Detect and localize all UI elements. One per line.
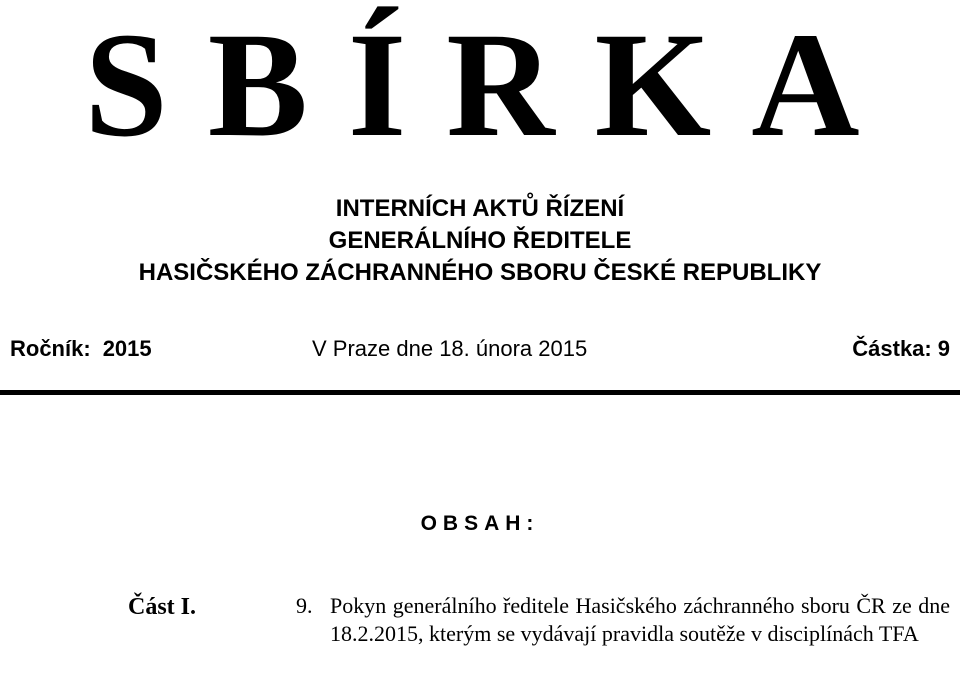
entry-text: Pokyn generálního ředitele Hasičského záchranného sboru ČR ze dne 18.2.2015, kterým se vydávají pravidla soutěže v disciplínách TFA [330, 593, 950, 646]
issue-meta-row [0, 334, 960, 364]
subtitle-line-3: HASIČSKÉHO ZÁCHRANNÉHO SBORU ČESKÉ REPUBLIKY [138, 259, 822, 286]
entry-number: 9. [296, 593, 313, 618]
contents-entry [296, 592, 950, 648]
subtitle-line-1: INTERNÍCH AKTŮ ŘÍZENÍ [335, 195, 625, 222]
volume-label: Ročník: [10, 336, 91, 361]
subtitle-line-2: GENERÁLNÍHO ŘEDITELE [328, 227, 632, 254]
issue-info [852, 334, 950, 364]
issue-number: 9 [937, 336, 950, 361]
issue-label: Částka: [852, 336, 932, 361]
volume-info [10, 334, 152, 364]
header-divider [0, 390, 960, 395]
place-date: V Praze dne 18. února 2015 [312, 336, 588, 361]
part-label: Část I. [128, 594, 197, 620]
collection-title: SBÍRKA [84, 2, 900, 168]
contents-heading: OBSAH: [420, 512, 540, 535]
volume-year: 2015 [102, 336, 152, 361]
